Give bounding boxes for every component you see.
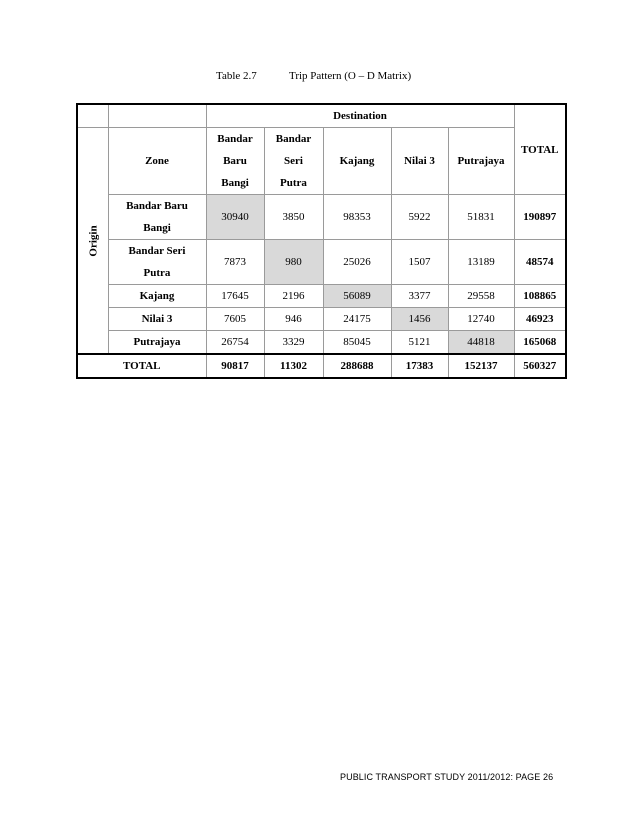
table-cell: 29558 xyxy=(448,285,514,308)
table-title: Trip Pattern (O – D Matrix) xyxy=(289,70,412,82)
column-total: 152137 xyxy=(448,354,514,378)
corner-cell xyxy=(108,104,206,128)
table-row xyxy=(77,285,566,308)
row-zone-label: Bandar Baru Bangi xyxy=(108,195,206,240)
row-total: 48574 xyxy=(514,240,566,285)
column-header: Putrajaya xyxy=(448,128,514,195)
table-cell: 7605 xyxy=(206,308,264,331)
table-cell: 1456 xyxy=(391,308,448,331)
table-number: Table 2.7 xyxy=(216,70,257,82)
zone-header: Zone xyxy=(108,128,206,195)
table-cell: 7873 xyxy=(206,240,264,285)
table-row xyxy=(77,240,566,285)
column-header: Nilai 3 xyxy=(391,128,448,195)
row-zone-label: Kajang xyxy=(108,285,206,308)
column-header: Bandar Seri Putra xyxy=(264,128,323,195)
table-cell: 13189 xyxy=(448,240,514,285)
destination-header: Destination xyxy=(206,104,514,128)
table-row xyxy=(77,195,566,240)
table-cell: 12740 xyxy=(448,308,514,331)
od-matrix-table xyxy=(76,103,567,379)
column-total: 288688 xyxy=(323,354,391,378)
row-total: 108865 xyxy=(514,285,566,308)
row-zone-label: Nilai 3 xyxy=(108,308,206,331)
page-footer: PUBLIC TRANSPORT STUDY 2011/2012: PAGE 26 xyxy=(340,772,554,782)
table-cell: 3329 xyxy=(264,331,323,355)
column-header: Bandar Baru Bangi xyxy=(206,128,264,195)
table-cell: 44818 xyxy=(448,331,514,355)
table-cell: 25026 xyxy=(323,240,391,285)
row-total: 190897 xyxy=(514,195,566,240)
table-cell: 5922 xyxy=(391,195,448,240)
row-total: 165068 xyxy=(514,331,566,355)
table-cell: 24175 xyxy=(323,308,391,331)
table-cell: 3377 xyxy=(391,285,448,308)
table-cell: 56089 xyxy=(323,285,391,308)
row-total: 46923 xyxy=(514,308,566,331)
table-row xyxy=(77,308,566,331)
table-cell: 51831 xyxy=(448,195,514,240)
table-cell: 2196 xyxy=(264,285,323,308)
table-cell: 3850 xyxy=(264,195,323,240)
table-row xyxy=(77,331,566,355)
column-total: 90817 xyxy=(206,354,264,378)
corner-cell xyxy=(77,104,108,128)
totals-row-label: TOTAL xyxy=(77,354,206,378)
row-zone-label: Bandar Seri Putra xyxy=(108,240,206,285)
grand-total: 560327 xyxy=(514,354,566,378)
origin-header: Origin xyxy=(77,128,108,355)
row-zone-label: Putrajaya xyxy=(108,331,206,355)
table-cell: 17645 xyxy=(206,285,264,308)
table-cell: 30940 xyxy=(206,195,264,240)
table-cell: 5121 xyxy=(391,331,448,355)
totals-row xyxy=(77,354,566,378)
table-cell: 980 xyxy=(264,240,323,285)
table-cell: 1507 xyxy=(391,240,448,285)
table-cell: 98353 xyxy=(323,195,391,240)
total-column-header: TOTAL xyxy=(514,104,566,195)
column-total: 17383 xyxy=(391,354,448,378)
table-cell: 26754 xyxy=(206,331,264,355)
table-cell: 946 xyxy=(264,308,323,331)
table-cell: 85045 xyxy=(323,331,391,355)
column-total: 11302 xyxy=(264,354,323,378)
column-header: Kajang xyxy=(323,128,391,195)
